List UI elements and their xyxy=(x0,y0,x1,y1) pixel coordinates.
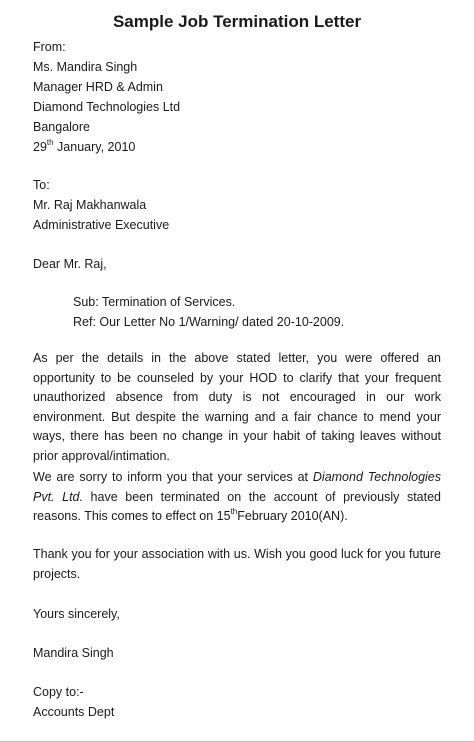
para2-text-1: We are sorry to inform you that your services at xyxy=(33,470,313,484)
closing-line: Yours sincerely, xyxy=(33,607,120,621)
from-label: From: xyxy=(33,40,66,54)
letter-date xyxy=(33,138,135,156)
date-day: 29 xyxy=(33,140,47,154)
body-paragraph-1: As per the details in the above stated letter, you were offered an opportunity to be counseled by your HOD to clarify that your frequent unauthorized absence from duty is not encouraged in our work environment. But despite the warning and a fair chance to mend your ways, there has been no change in your habit of taking leaves without prior approval/intimation. xyxy=(33,351,441,463)
sender-company: Diamond Technologies Ltd xyxy=(33,100,181,114)
subject-line: Sub: Termination of Services. xyxy=(73,295,236,309)
date-suffix: th xyxy=(46,137,54,147)
page-title: Sample Job Termination Letter xyxy=(112,12,362,31)
sender-city: Bangalore xyxy=(33,120,90,134)
sender-designation: Manager HRD & Admin xyxy=(33,80,163,94)
sender-name: Ms. Mandira Singh xyxy=(33,60,138,74)
para2-text-2: have been terminated on the account of previously stated reasons. This comes to effect on 15 xyxy=(33,489,441,524)
recipient-name: Mr. Raj Makhanwala xyxy=(33,198,147,212)
body-paragraph-3: Thank you for your association with us. Wish you good luck for you future projects. xyxy=(33,547,441,581)
signature-name: Mandira Singh xyxy=(33,646,114,660)
date-rest: January, 2010 xyxy=(53,140,136,154)
recipient-designation: Administrative Executive xyxy=(33,218,170,232)
copy-to-label: Copy to:- xyxy=(33,685,84,699)
para2-company: Diamond Technologies Pvt. Ltd. xyxy=(33,470,441,504)
salutation: Dear Mr. Raj, xyxy=(33,257,107,271)
para2-date-suffix: th xyxy=(230,507,238,517)
to-label: To: xyxy=(33,178,50,192)
para2-text-3: February 2010(AN). xyxy=(237,509,348,524)
copy-to-recipient: Accounts Dept xyxy=(33,705,115,719)
reference-line: Ref: Our Letter No 1/Warning/ dated 20-10-2009. xyxy=(73,315,345,329)
body-paragraph-2 xyxy=(33,468,441,527)
